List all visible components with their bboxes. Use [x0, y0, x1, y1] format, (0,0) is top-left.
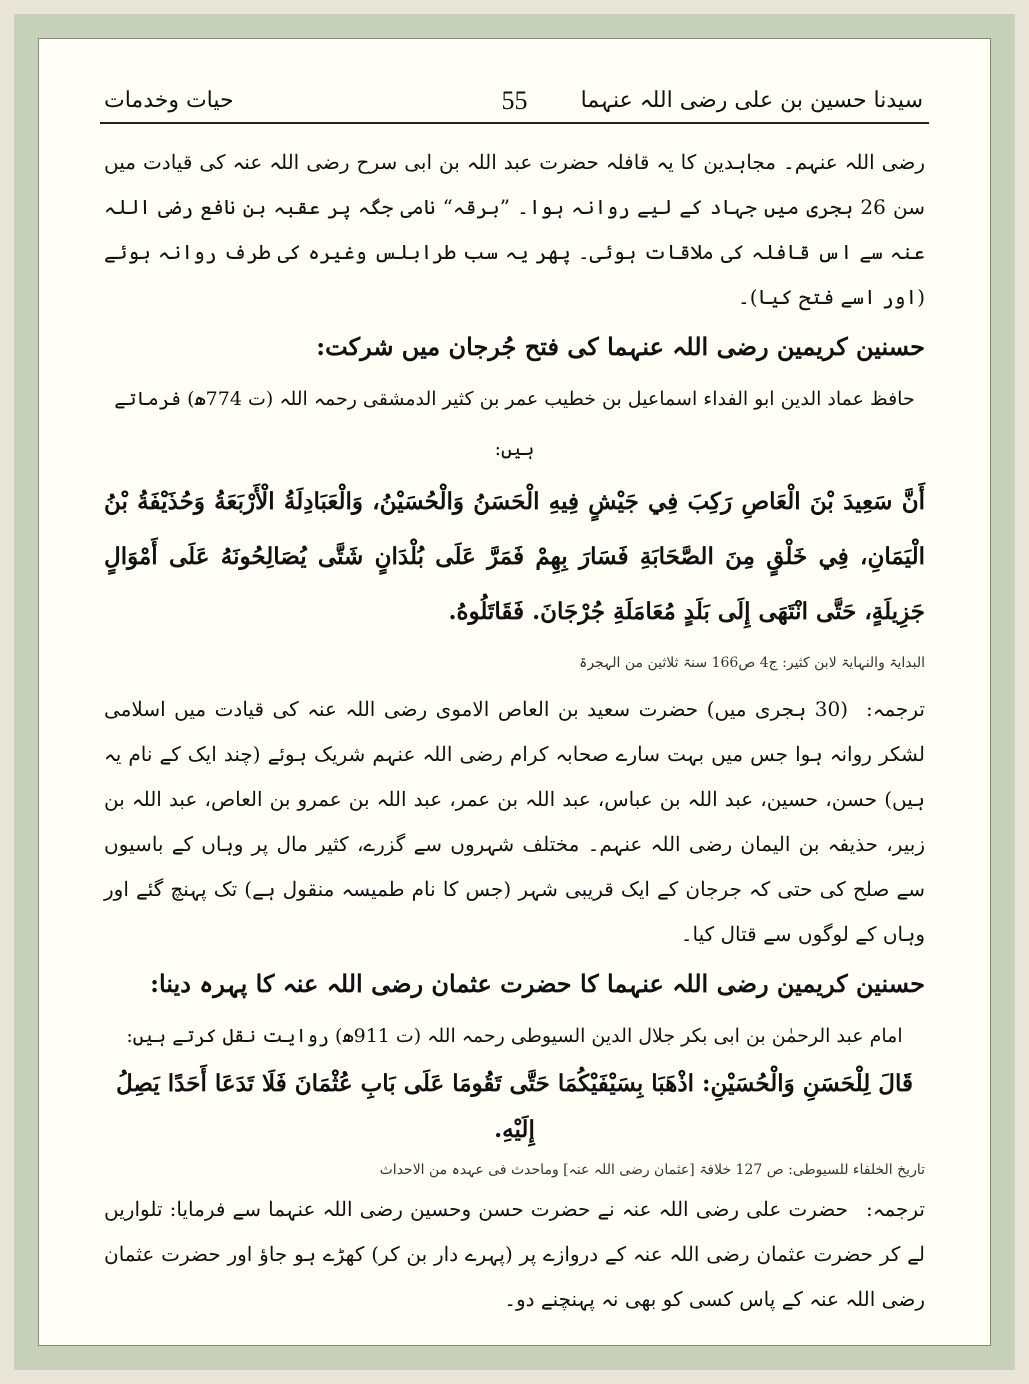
page-body: [104, 140, 925, 1322]
paragraph-intro: رضی اللہ عنہم۔ مجاہدین کا یہ قافلہ حضرت عبد اللہ بن ابی سرح رضی اللہ عنہ کی قیادت میں سن 26 ہجری میں جہاد کے لیے روانہ ہوا۔ ”برقہ“ نامی جگہ پر عقبہ بن نافع رضی اللہ عنہ سے اس قافلہ کی ملاقات ہوئی۔ پھر یہ سب طرابلس وغیرہ کی طرف روانہ ہوئے (اور اسے فتح کیا)۔: [104, 150, 926, 309]
section-heading-guarding-uthman: حسنین کریمین رضی اللہ عنہما کا حضرت عثمان رضی اللہ عنہ کا پہرہ دینا:: [150, 969, 925, 998]
translation-text: (30 ہجری میں) حضرت سعید بن العاص الاموی رضی اللہ عنہ کی قیادت میں اسلامی لشکر روانہ ہوا جس میں بہت سارے صحابہ کرام رضی اللہ عنہم شریک ہوئے (چند ایک کے نام یہ ہیں) حسن، حسین، عبد اللہ بن عباس، عبد اللہ بن عمر، عبد اللہ بن عمرو بن العاص، عبد اللہ بن زبیر، حذیفہ بن الیمان رضی اللہ عنہم۔ مختلف شہروں سے گزرے، کثیر مال پر وہاں کے باسیوں سے صلح کی حتی کہ جرجان کے ایک قریبی شہر (جس کا نام طمیسہ منقول ہے) تک پہنچ گئے اور وہاں کے لوگوں سے قتال کیا۔: [104, 697, 925, 946]
translation-text: حضرت علی رضی اللہ عنہ نے حضرت حسن وحسین رضی اللہ عنہما سے فرمایا: تلواریں لے کر حضرت عثمان رضی اللہ عنہ کے دروازے پر (پہرے دار بن کر) کھڑے ہو جاؤ اور حضرت عثمان رضی اللہ عنہ کے پاس کسی کو بھی نہ پہنچنے دو۔: [104, 1197, 925, 1311]
header-book-title: سیدنا حسین بن علی رضی اللہ عنہما: [580, 88, 923, 113]
narrator-intro-suyuti: امام عبد الرحمٰن بن ابی بکر جلال الدین السیوطی رحمہ اللہ (ت 911ھ) روایت نقل کرتے ہیں:: [126, 1025, 903, 1047]
arabic-quote-uthman: قَالَ لِلْحَسَنِ وَالْحُسَيْنِ: اذْهَبَا بِسَيْفَيْكُمَا حَتَّى تَقُومَا عَلَى بَابِ عُثْمَانَ فَلَا تَدَعَا أَحَدًا يَصِلُ إِلَيْهِ.: [115, 1070, 914, 1143]
arabic-quote-jurjan: أَنَّ سَعِيدَ بْنَ الْعَاصِ رَكِبَ فِي جَيْشٍ فِيهِ الْحَسَنُ وَالْحُسَيْنُ، وَالْعَبَادِلَةُ الْأَرْبَعَةُ وَحُذَيْفَةُ بْنُ الْيَمَانِ، فِي خَلْقٍ مِنَ الصَّحَابَةِ فَسَارَ بِهِمْ فَمَرَّ عَلَى بُلْدَانٍ شَتَّى يُصَالِحُونَهُ عَلَى أَمْوَالٍ جَزِيلَةٍ، حَتَّى انْتَهَى إِلَى بَلَدٍ مُعَامَلَةِ جُرْجَانَ. فَقَاتَلُوهُ.: [104, 488, 925, 625]
section-heading-jurjan: حسنین کریمین رضی اللہ عنہما کی فتح جُرجان میں شرکت:: [316, 332, 925, 361]
reference-suyuti: تاریخ الخلفاء للسیوطی: ص 127 خلافۃ [عثمان رضی اللہ عنہ] وماحدث فی عہدہ من الاحداث: [379, 1162, 925, 1178]
translation-jurjan: [104, 687, 925, 957]
header-section-title: حیات وخدمات: [104, 88, 234, 113]
translation-label: ترجمہ:: [866, 1197, 925, 1221]
page-number: 55: [501, 86, 528, 115]
reference-ibn-kathir: البدایۃ والنہایۃ لابن کثیر: ج4 ص166 سنۃ ثلاثین من الہجرۃ: [579, 655, 925, 671]
narrator-intro-ibn-kathir: حافظ عماد الدین ابو الفداء اسماعیل بن خطیب عمر بن کثیر الدمشقی رحمہ اللہ (ت 774ھ) فرماتے ہیں:: [114, 388, 915, 460]
translation-label: ترجمہ:: [866, 697, 925, 721]
translation-uthman: [104, 1187, 925, 1322]
page-header: [100, 82, 929, 124]
